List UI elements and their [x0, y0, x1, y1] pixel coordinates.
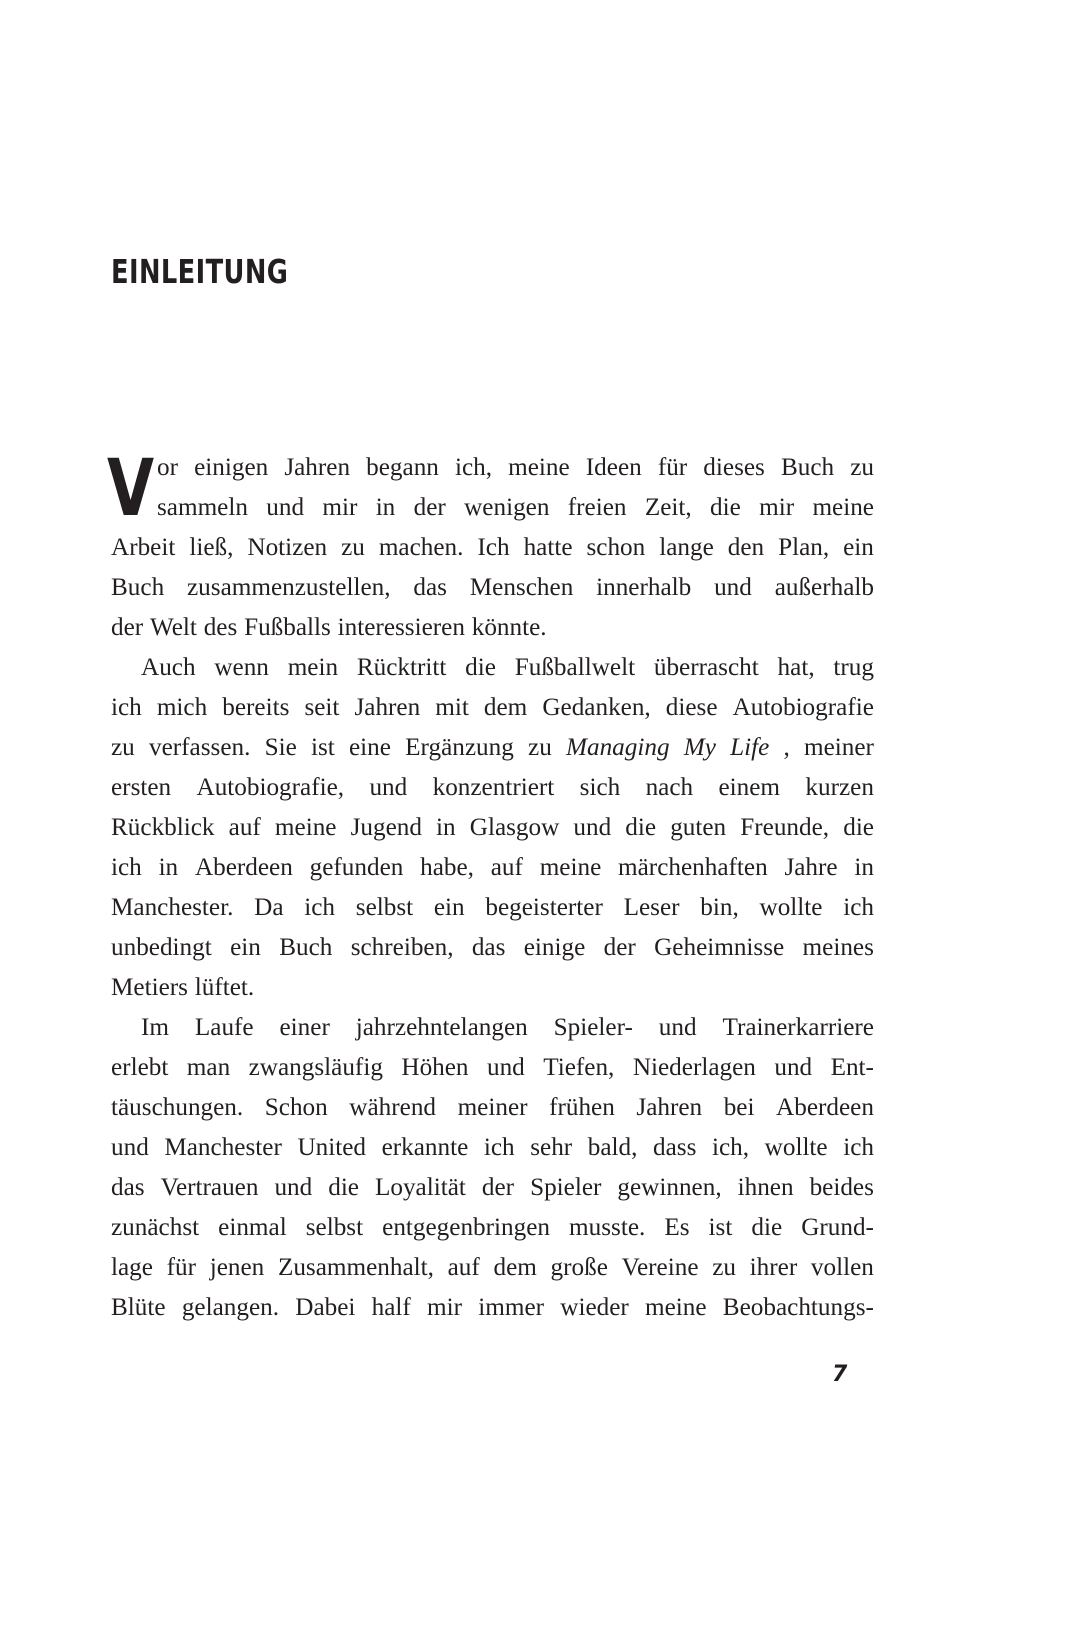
- book-title-word: Managing: [566, 734, 670, 761]
- word: und: [774, 1054, 813, 1081]
- text-line: [111, 1168, 874, 1208]
- word: dass: [653, 1134, 697, 1161]
- word: ihnen: [737, 1174, 794, 1201]
- word: bin,: [700, 894, 739, 921]
- word: interessieren: [337, 614, 465, 641]
- word: mir: [427, 1294, 463, 1321]
- word: Vereine: [621, 1254, 699, 1281]
- word: nach: [645, 774, 694, 801]
- word: jahrzehntelangen: [355, 1014, 528, 1041]
- word: mir: [759, 494, 795, 521]
- text-line: [111, 1088, 874, 1128]
- text-line: [141, 648, 874, 688]
- word: dieses: [703, 454, 765, 481]
- word: zu: [528, 734, 552, 761]
- text-line: [111, 568, 874, 608]
- word: und: [573, 814, 612, 841]
- word: Fußballwelt: [514, 654, 636, 681]
- word: zusammenzustellen,: [187, 574, 391, 601]
- word: Buch: [780, 454, 835, 481]
- word: ich: [111, 694, 142, 721]
- book-title-word: My: [683, 734, 716, 761]
- word: ein: [843, 534, 874, 561]
- word: gefunden: [309, 854, 404, 881]
- word: machen.: [378, 534, 464, 561]
- word: zu: [850, 454, 874, 481]
- word: einer: [279, 1014, 330, 1041]
- word: man: [186, 1054, 231, 1081]
- word: in: [158, 854, 179, 881]
- word: ich: [111, 854, 142, 881]
- word: für: [657, 454, 688, 481]
- word: Autobiografie,: [196, 774, 345, 801]
- word: Buch: [111, 574, 165, 601]
- word: schreiben,: [350, 934, 454, 961]
- word: Leser: [623, 894, 680, 921]
- word: guten: [670, 814, 727, 841]
- text-line: [111, 848, 874, 888]
- word: ich,: [712, 1134, 750, 1161]
- word: Welt: [149, 614, 197, 641]
- word: Plan,: [778, 534, 830, 561]
- word: auf: [490, 854, 523, 881]
- word: Aberdeen: [776, 1094, 874, 1121]
- word: verfassen.: [148, 734, 251, 761]
- text-line: [111, 1208, 874, 1248]
- text-line: [111, 888, 874, 928]
- text-line: [111, 1288, 874, 1328]
- word: Manchester: [164, 1134, 282, 1161]
- word: zu: [111, 734, 135, 761]
- word: mir: [322, 494, 358, 521]
- word: entgegenbringen: [382, 1214, 550, 1241]
- word: frühen: [549, 1094, 615, 1121]
- word: wenigen: [464, 494, 550, 521]
- word: ,: [783, 734, 790, 761]
- text-line: [111, 1048, 874, 1088]
- word: der: [111, 614, 144, 641]
- word: meine: [645, 1294, 707, 1321]
- word: Notizen: [247, 534, 328, 561]
- word: Rückblick: [111, 814, 215, 841]
- text-line: [157, 488, 874, 528]
- word: die: [465, 654, 496, 681]
- word: ich: [843, 894, 874, 921]
- word: ich: [483, 1134, 515, 1161]
- word: während: [349, 1094, 437, 1121]
- word: sehr: [530, 1134, 573, 1161]
- word: Jahren: [636, 1094, 703, 1121]
- word: sammeln: [157, 494, 248, 521]
- word: zu: [341, 534, 365, 561]
- word: ist: [708, 1214, 733, 1241]
- word: Höhen: [401, 1054, 469, 1081]
- word: gewinnen,: [617, 1174, 722, 1201]
- drop-cap: V: [107, 444, 155, 534]
- word: lüftet.: [194, 974, 255, 1001]
- word: hat,: [777, 654, 815, 681]
- word: das: [471, 934, 506, 961]
- word: mich: [156, 694, 208, 721]
- word: eine: [349, 734, 391, 761]
- word: wieder: [560, 1294, 629, 1321]
- paragraph-1: [107, 444, 874, 648]
- word: erkannte: [381, 1134, 469, 1161]
- word: wenn: [214, 654, 269, 681]
- text-line: [141, 1008, 874, 1048]
- word: Dabei: [295, 1294, 356, 1321]
- word: die: [710, 494, 741, 521]
- word: die: [843, 814, 874, 841]
- word: des: [203, 614, 238, 641]
- word: innerhalb: [596, 574, 692, 601]
- word: der: [413, 494, 446, 521]
- word: Metiers: [111, 974, 188, 1001]
- word: zu: [712, 1254, 736, 1281]
- word: das: [413, 574, 447, 601]
- word: Menschen: [469, 574, 574, 601]
- word: schon: [586, 534, 646, 561]
- word: Sie: [264, 734, 297, 761]
- word: täuschungen.: [111, 1094, 244, 1121]
- word: das: [111, 1174, 145, 1201]
- word: zunächst: [111, 1214, 200, 1241]
- word: selbst: [355, 894, 414, 921]
- word: Grund-: [801, 1214, 874, 1241]
- text-line: [111, 1248, 874, 1288]
- word: habe,: [420, 854, 474, 881]
- word: und: [369, 774, 408, 801]
- word: Ideen: [585, 454, 642, 481]
- word: ich: [304, 894, 336, 921]
- word: bereits: [222, 694, 290, 721]
- word: mein: [287, 654, 339, 681]
- word: Loyalität: [374, 1174, 466, 1201]
- text-line: [157, 448, 874, 488]
- word: trug: [833, 654, 874, 681]
- word: lange: [659, 534, 714, 561]
- word: ihrer: [749, 1254, 798, 1281]
- word: ein: [433, 894, 465, 921]
- word: Zeit,: [644, 494, 692, 521]
- word: Geheimnisse: [654, 934, 785, 961]
- word: kurzen: [805, 774, 874, 801]
- word: beides: [809, 1174, 874, 1201]
- word: zwangsläufig: [248, 1054, 383, 1081]
- word: einigen: [194, 454, 269, 481]
- word: Ergänzung: [405, 734, 514, 761]
- word: Spieler: [530, 1174, 602, 1201]
- word: große: [550, 1254, 608, 1281]
- word: half: [371, 1294, 411, 1321]
- word: or: [157, 454, 178, 481]
- word: Auch: [141, 654, 196, 681]
- word: Buch: [279, 934, 333, 961]
- word: ließ,: [189, 534, 234, 561]
- word: ich: [843, 1134, 874, 1161]
- word: unbedingt: [111, 934, 212, 961]
- word: meiner: [457, 1094, 528, 1121]
- word: Ich: [477, 534, 510, 561]
- text-line: [111, 728, 874, 768]
- word: Niederlagen: [632, 1054, 756, 1081]
- word: Ent-: [830, 1054, 874, 1081]
- word: einmal: [218, 1214, 287, 1241]
- word: der: [481, 1174, 515, 1201]
- word: seit: [304, 694, 340, 721]
- word: dem: [483, 694, 528, 721]
- word: meine: [539, 854, 602, 881]
- word: bei: [723, 1094, 755, 1121]
- word: märchenhaften: [618, 854, 768, 881]
- word: diese: [665, 694, 718, 721]
- word: lage: [111, 1254, 153, 1281]
- word: gelangen.: [181, 1294, 280, 1321]
- text-line: [111, 1128, 874, 1168]
- word: Jahre: [784, 854, 838, 881]
- word: die: [751, 1214, 783, 1241]
- word: ist: [310, 734, 335, 761]
- word: Fußballs: [244, 614, 331, 641]
- text-line: [111, 928, 874, 968]
- paragraph-2: [111, 648, 874, 1008]
- word: wollte: [759, 894, 823, 921]
- word: auf: [228, 814, 261, 841]
- word: einige: [523, 934, 586, 961]
- word: auf: [447, 1254, 480, 1281]
- word: Freunde,: [740, 814, 830, 841]
- word: konzentriert: [432, 774, 555, 801]
- word: Rücktritt: [356, 654, 447, 681]
- word: meine: [274, 814, 337, 841]
- chapter-title: EINLEITUNG: [111, 252, 289, 291]
- word: selbst: [305, 1214, 364, 1241]
- word: und: [274, 1174, 313, 1201]
- word: in: [854, 854, 874, 881]
- book-title-word: Life: [730, 734, 770, 761]
- word: den: [727, 534, 765, 561]
- word: und: [658, 1014, 697, 1041]
- word: die: [625, 814, 657, 841]
- word: mit: [435, 694, 469, 721]
- page-number: 7: [832, 1362, 848, 1387]
- word: Arbeit: [111, 534, 176, 561]
- word: meine: [508, 454, 570, 481]
- word: der: [603, 934, 636, 961]
- word: und: [266, 494, 305, 521]
- word: Glasgow: [469, 814, 560, 841]
- text-line: [111, 688, 874, 728]
- word: Trainerkarriere: [722, 1014, 874, 1041]
- word: sich: [579, 774, 621, 801]
- word: ersten: [111, 774, 172, 801]
- word: Da: [254, 894, 284, 921]
- word: Blüte: [111, 1294, 166, 1321]
- word: meine: [812, 494, 874, 521]
- word: außerhalb: [774, 574, 874, 601]
- word: Beobachtungs-: [722, 1294, 874, 1321]
- word: vollen: [810, 1254, 874, 1281]
- word: begeisterter: [485, 894, 603, 921]
- body-text: [107, 444, 874, 1328]
- word: musste.: [569, 1214, 646, 1241]
- word: einem: [718, 774, 781, 801]
- word: Im: [141, 1014, 169, 1041]
- word: Schon: [264, 1094, 328, 1121]
- word: und: [486, 1054, 525, 1081]
- word: meines: [802, 934, 874, 961]
- word: Spieler-: [553, 1014, 633, 1041]
- word: Jahren: [354, 694, 421, 721]
- word: erlebt: [111, 1054, 169, 1081]
- word: Tiefen,: [543, 1054, 615, 1081]
- word: und: [111, 1134, 149, 1161]
- word: freien: [567, 494, 627, 521]
- word: bald,: [587, 1134, 638, 1161]
- word: United: [297, 1134, 366, 1161]
- word: Manchester.: [111, 894, 234, 921]
- word: ein: [230, 934, 261, 961]
- text-line: [111, 528, 874, 568]
- word: wollte: [764, 1134, 828, 1161]
- word: ich,: [454, 454, 493, 481]
- text-line: [111, 608, 874, 648]
- text-line: [111, 968, 874, 1008]
- word: in: [436, 814, 456, 841]
- word: für: [166, 1254, 197, 1281]
- word: überrascht: [653, 654, 759, 681]
- word: hatte: [523, 534, 573, 561]
- word: Es: [664, 1214, 690, 1241]
- word: immer: [478, 1294, 545, 1321]
- word: könnte.: [471, 614, 547, 641]
- word: und: [714, 574, 752, 601]
- word: Laufe: [194, 1014, 254, 1041]
- word: jenen: [209, 1254, 265, 1281]
- word: Jugend: [350, 814, 422, 841]
- word: die: [328, 1174, 359, 1201]
- word: dem: [493, 1254, 537, 1281]
- word: meiner: [804, 734, 874, 761]
- word: Autobiografie: [732, 694, 874, 721]
- text-line: [111, 808, 874, 848]
- word: Vertrauen: [160, 1174, 259, 1201]
- word: Jahren: [284, 454, 351, 481]
- word: in: [375, 494, 396, 521]
- word: Gedanken,: [542, 694, 651, 721]
- text-line: [111, 768, 874, 808]
- word: Aberdeen: [194, 854, 293, 881]
- paragraph-3: [111, 1008, 874, 1328]
- word: begann: [366, 454, 439, 481]
- word: Zusammenhalt,: [277, 1254, 434, 1281]
